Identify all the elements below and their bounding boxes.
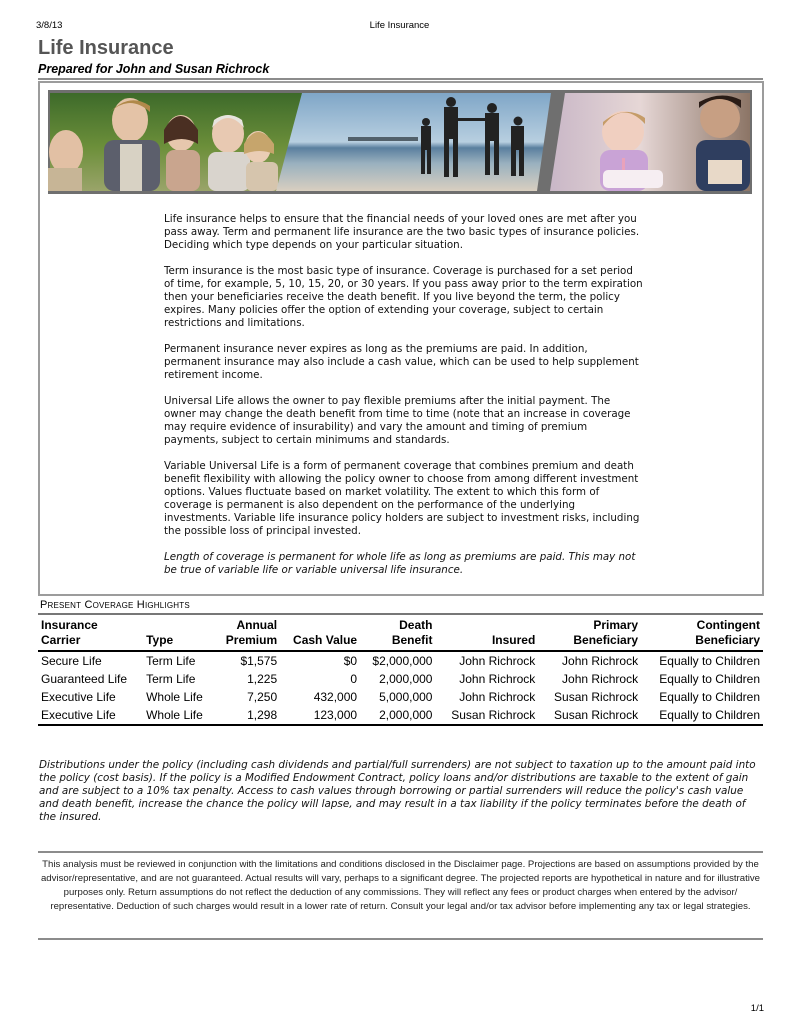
cell-primary-beneficiary: John Richrock [562, 672, 639, 686]
cell-insured: John Richrock [459, 672, 536, 686]
title-divider [38, 78, 763, 80]
cell-death-benefit: $2,000,000 [372, 654, 433, 668]
intro-paragraph: Term insurance is the most basic type of insurance. Coverage is purchased for a set period of time, for example, 5, 10, 15, 20, or 30 years. If you pass away prior to the term expiration then your beneficiaries receive the death benefit. If you live beyond the term, the policy expires. Many policies offer the option of extending your coverage, subject to certain restrictions and limitations. [164, 265, 643, 329]
cell-type: Whole Life [146, 708, 203, 722]
cell-premium: 7,250 [247, 690, 278, 704]
cell-premium: $1,575 [240, 654, 278, 668]
cell-primary-beneficiary: John Richrock [562, 654, 639, 668]
family-on-beach-photo [276, 93, 551, 191]
cell-contingent-beneficiary: Equally to Children [659, 654, 760, 668]
cell-cash-value: 432,000 [313, 690, 358, 704]
intro-text [164, 213, 644, 577]
table-row [38, 670, 763, 688]
intro-closing-note: Length of coverage is permanent for whole life as long as premiums are paid. This may not be true of variable life or variable universal life insurance. [164, 551, 636, 576]
print-title: Life Insurance [369, 20, 430, 31]
table-row [38, 688, 763, 706]
prepared-for: Prepared for John and Susan Richrock [38, 62, 270, 76]
intro-paragraph: Variable Universal Life is a form of permanent coverage that combines premium and death benefit flexibility with allowing the policy owner to choose from among different investment options. Values fluctuate based on market volatility. The extent to which this form of coverage is permanent is also dependent on the performance of the underlying investments. Variable life insurance policy holders are subject to investment risks, including the possible loss of principal invested. [164, 460, 640, 537]
header-contingent-beneficiary: Contingent Beneficiary [641, 614, 763, 651]
cell-premium: 1,225 [247, 672, 278, 686]
family-group-photo [48, 93, 318, 191]
table-header-row [38, 614, 763, 651]
cell-contingent-beneficiary: Equally to Children [659, 672, 760, 686]
cell-primary-beneficiary: Susan Richrock [554, 690, 639, 704]
header-death-benefit: Death Benefit [360, 614, 435, 651]
coverage-table [38, 613, 763, 726]
cell-contingent-beneficiary: Equally to Children [659, 708, 760, 722]
intro-paragraph: Universal Life allows the owner to pay flexible premiums after the initial payment. The owner may change the death benefit from time to time (note that an increase in coverage may require evidence of insurability) and vary the amount and timing of premium payments, subject to certain minimums and standards. [164, 395, 631, 446]
cell-insured: John Richrock [459, 690, 536, 704]
intro-box [38, 81, 764, 596]
page-number: 1/1 [750, 1003, 764, 1014]
cell-carrier: Guaranteed Life [41, 672, 128, 686]
intro-paragraph: Life insurance helps to ensure that the financial needs of your loved ones are met after you pass away. Term and permanent life insurance are the two basic types of insurance policies. Deciding which type depends on your particular situation. [164, 213, 640, 251]
cell-insured: John Richrock [459, 654, 536, 668]
banner-image [48, 90, 752, 194]
cell-contingent-beneficiary: Equally to Children [659, 690, 760, 704]
cell-cash-value: 0 [350, 672, 358, 686]
cell-type: Whole Life [146, 690, 203, 704]
cell-death-benefit: 2,000,000 [379, 708, 433, 722]
cell-premium: 1,298 [247, 708, 278, 722]
intro-paragraph: Permanent insurance never expires as long as the premiums are paid. In addition, permanent insurance may also include a cash value, which can be used to help supplement retirement income. [164, 343, 639, 381]
coverage-section-title: Present Coverage Highlights [40, 599, 190, 611]
cell-carrier: Executive Life [41, 690, 116, 704]
page-title: Life Insurance [38, 37, 174, 59]
child-birthday-photo [550, 93, 750, 191]
disclaimer-divider-bottom [38, 938, 763, 940]
header-carrier: Insurance Carrier [38, 614, 143, 651]
cell-death-benefit: 2,000,000 [379, 672, 433, 686]
header-premium: Annual Premium [215, 614, 280, 651]
cell-primary-beneficiary: Susan Richrock [554, 708, 639, 722]
cell-type: Term Life [146, 654, 196, 668]
cell-death-benefit: 5,000,000 [379, 690, 433, 704]
table-row [38, 651, 763, 670]
cell-type: Term Life [146, 672, 196, 686]
disclaimer-text: This analysis must be reviewed in conjunction with the limitations and conditions disclosed in the Disclaimer page. Projections are based on assumptions provided by the advisor/representative, and are not guaranteed. Actual results will vary, perhaps to a significant degree. The projected reports are hypothetical in nature and for illustrative purposes only. Return assumptions do not reflect the deduction of any commissions. They will reflect any fees or product charges when entered by the advisor/ representative. Deduction of such charges would result in a lower rate of return. Consult your legal and/or tax advisor before implementing any tax or legal strategies. [40, 859, 761, 912]
header-insured: Insured [435, 614, 538, 651]
header-primary-beneficiary: Primary Beneficiary [538, 614, 641, 651]
cell-cash-value: $0 [343, 654, 358, 668]
cell-carrier: Secure Life [41, 654, 102, 668]
table-row [38, 706, 763, 725]
print-header [36, 20, 763, 34]
distributions-note: Distributions under the policy (including cash dividends and partial/full surrenders) are not subject to taxation up to the amount paid into the policy (cost basis). If the policy is a Modified Endowment Contract, policy loans and/or distributions are taxable to the extent of gain and are subject to a 10% tax penalty. Access to cash values through borrowing or partial surrenders will reduce the policy's cash value and death benefit, increase the chance the policy will lapse, and may result in a tax liability if the policy terminates before the death of the insured. [39, 759, 756, 823]
cell-cash-value: 123,000 [313, 708, 358, 722]
header-type: Type [143, 614, 215, 651]
print-date: 3/8/13 [36, 20, 63, 31]
header-cash-value: Cash Value [280, 614, 360, 651]
cell-carrier: Executive Life [41, 708, 116, 722]
cell-insured: Susan Richrock [451, 708, 536, 722]
disclaimer-divider-top [38, 851, 763, 853]
